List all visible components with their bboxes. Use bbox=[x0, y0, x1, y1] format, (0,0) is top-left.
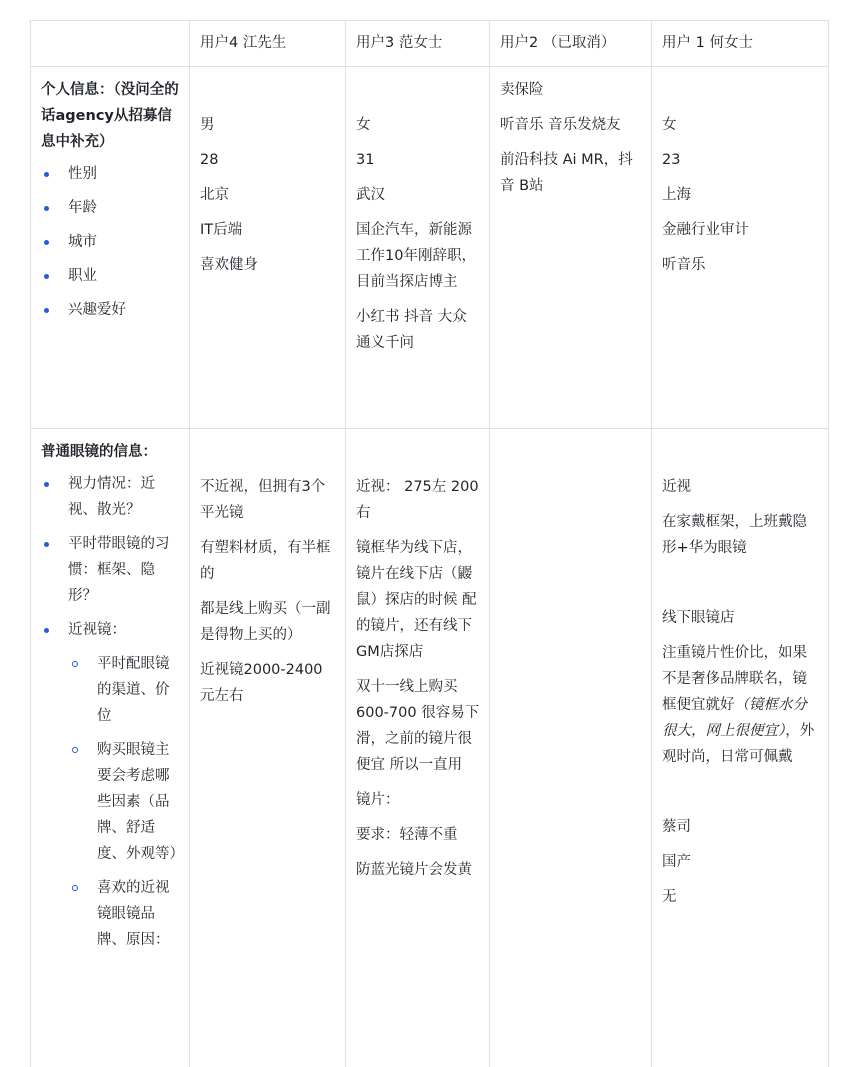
user1-channel: 线下眼镜店 bbox=[662, 605, 819, 631]
user3-lens-req: 要求：轻薄不重 bbox=[356, 822, 480, 848]
list-item: 平时带眼镜的习惯：框架、隐形？ bbox=[41, 531, 180, 609]
user4-personal-cell bbox=[190, 67, 346, 429]
user3-hobby: 小红书 抖音 大众 通义千问 bbox=[356, 304, 480, 356]
user4-glasses-cell bbox=[190, 429, 346, 1067]
user1-brand: 蔡司 bbox=[662, 814, 819, 840]
hollow-bullet-icon bbox=[72, 661, 78, 667]
list-item: 城市 bbox=[41, 229, 180, 255]
header-cell-empty bbox=[31, 21, 190, 67]
bullet-icon bbox=[44, 628, 49, 633]
bullet-icon bbox=[44, 308, 49, 313]
list-item: 视力情况：近视、散光？ bbox=[41, 471, 180, 523]
myopia-sub-list bbox=[68, 651, 180, 953]
user1-factors-italic: （镜框水分很大，网上很便宜） bbox=[662, 697, 807, 739]
user3-vision: 近视： 275左 200右 bbox=[356, 474, 480, 526]
glasses-info-list bbox=[41, 471, 180, 953]
list-item: 兴趣爱好 bbox=[41, 297, 180, 323]
user3-city: 武汉 bbox=[356, 182, 480, 208]
list-item: 性别 bbox=[41, 161, 180, 187]
bullet-icon bbox=[44, 274, 49, 279]
user3-online: 双十一线上购买600-700 很容易下滑，之前的镜片很便宜 所以一直用 bbox=[356, 674, 480, 778]
user2-job: 卖保险 bbox=[500, 77, 642, 103]
sub-list-item: 喜欢的近视镜眼镜品牌、原因： bbox=[68, 875, 180, 953]
user1-age: 23 bbox=[662, 147, 819, 173]
user1-glasses-cell bbox=[652, 429, 829, 1067]
hollow-bullet-icon bbox=[72, 885, 78, 891]
glasses-info-title: 普通眼镜的信息： bbox=[41, 439, 180, 465]
user4-channel: 都是线上购买（一副是得物上买的） bbox=[200, 596, 336, 648]
header-cell-user1: 用户 1 何女士 bbox=[652, 21, 829, 67]
list-item: 近视镜： 平时配眼镜的渠道、价位 购买眼镜主要会考虑哪些因素（品牌、舒适度、外观等） 喜欢的近视镜眼镜品牌、原因： bbox=[41, 617, 180, 953]
user1-city: 上海 bbox=[662, 182, 819, 208]
table-header-row bbox=[31, 21, 829, 67]
user2-glasses-cell bbox=[490, 429, 652, 1067]
hollow-bullet-icon bbox=[72, 747, 78, 753]
personal-info-title: 个人信息：（没问全的话agency从招募信息中补充） bbox=[41, 77, 180, 155]
list-item: 职业 bbox=[41, 263, 180, 289]
user2-hobby: 听音乐 音乐发烧友 bbox=[500, 112, 642, 138]
table-row-glasses-info bbox=[31, 429, 829, 1067]
bullet-icon bbox=[44, 172, 49, 177]
personal-info-label-cell bbox=[31, 67, 190, 429]
user4-city: 北京 bbox=[200, 182, 336, 208]
user4-gender: 男 bbox=[200, 112, 336, 138]
user3-channel: 镜框华为线下店，镜片在线下店（鼹鼠）探店的时候 配的镜片，还有线下GM店探店 bbox=[356, 535, 480, 665]
user3-gender: 女 bbox=[356, 112, 480, 138]
user4-vision: 不近视，但拥有3个平光镜 bbox=[200, 474, 336, 526]
user2-personal-cell bbox=[490, 67, 652, 429]
user3-personal-cell bbox=[346, 67, 490, 429]
bullet-icon bbox=[44, 542, 49, 547]
user1-hobby: 听音乐 bbox=[662, 252, 819, 278]
bullet-icon bbox=[44, 240, 49, 245]
user3-job: 国企汽车，新能源工作10年刚辞职，目前当探店博主 bbox=[356, 217, 480, 295]
user1-personal-cell bbox=[652, 67, 829, 429]
user1-vision: 近视 bbox=[662, 474, 819, 500]
user3-age: 31 bbox=[356, 147, 480, 173]
user1-origin: 国产 bbox=[662, 849, 819, 875]
user4-price: 近视镜2000-2400元左右 bbox=[200, 657, 336, 709]
bullet-icon bbox=[44, 482, 49, 487]
sub-list-item: 平时配眼镜的渠道、价位 bbox=[68, 651, 180, 729]
user1-habit: 在家戴框架，上班戴隐形+华为眼镜 bbox=[662, 509, 819, 561]
user3-lens-note: 防蓝光镜片会发黄 bbox=[356, 857, 480, 883]
user1-job: 金融行业审计 bbox=[662, 217, 819, 243]
user4-job: IT后端 bbox=[200, 217, 336, 243]
bullet-icon bbox=[44, 206, 49, 211]
user1-factors: 注重镜片性价比，如果不是奢侈品牌联名，镜框便宜就好（镜框水分很大，网上很便宜），外观时尚，日常可佩戴 bbox=[662, 640, 819, 770]
user1-gender: 女 bbox=[662, 112, 819, 138]
user2-interest: 前沿科技 Ai MR，抖音 B站 bbox=[500, 147, 642, 199]
user4-hobby: 喜欢健身 bbox=[200, 252, 336, 278]
glasses-info-label-cell bbox=[31, 429, 190, 1067]
header-cell-user2: 用户2 （已取消） bbox=[490, 21, 652, 67]
header-cell-user4: 用户4 江先生 bbox=[190, 21, 346, 67]
sub-list-item: 购买眼镜主要会考虑哪些因素（品牌、舒适度、外观等） bbox=[68, 737, 180, 867]
table-row-personal-info bbox=[31, 67, 829, 429]
user3-glasses-cell bbox=[346, 429, 490, 1067]
user4-age: 28 bbox=[200, 147, 336, 173]
personal-info-list bbox=[41, 161, 180, 323]
list-item: 年龄 bbox=[41, 195, 180, 221]
user4-frame: 有塑料材质，有半框的 bbox=[200, 535, 336, 587]
user3-lens-label: 镜片： bbox=[356, 787, 480, 813]
header-cell-user3: 用户3 范女士 bbox=[346, 21, 490, 67]
user1-other: 无 bbox=[662, 884, 819, 910]
user-research-table bbox=[30, 20, 828, 1067]
